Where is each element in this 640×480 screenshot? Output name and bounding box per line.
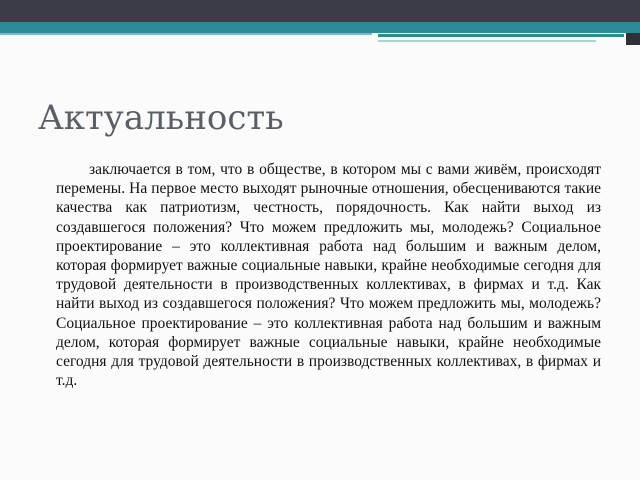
header-dark-bar (0, 0, 640, 22)
header-accent-line-right (378, 34, 624, 37)
slide-body-text: заключается в том, что в обществе, в котором мы с вами живём, происходят перемены. На первое место выходят рыночные отношения, обесцениваются такие качества как патриотизм, честность, порядочность. Как найти выход из создавшегося положения? Что можем предложить мы, молодежь? Социальное проектирование – это коллективная работа над большим и важным делом, которая формирует важные социальные навыки, крайне необходимые сегодня для трудовой деятельности в производственных коллективах, в фирмах и т.д. Как найти выход из создавшегося положения? Что можем предложить мы, молодежь? Социальное проектирование – это коллективная работа над большим и важным делом, которая формирует важные социальные навыки, крайне необходимые сегодня для трудовой деятельности в производственных коллективах, в фирмах и т.д. (56, 161, 601, 390)
header-teal-band (0, 22, 640, 33)
header-accent-line-left (0, 33, 372, 35)
header-accent-line-right-thin (378, 40, 596, 42)
header-corner-accent (626, 33, 640, 45)
slide-title: Актуальность (38, 98, 284, 138)
